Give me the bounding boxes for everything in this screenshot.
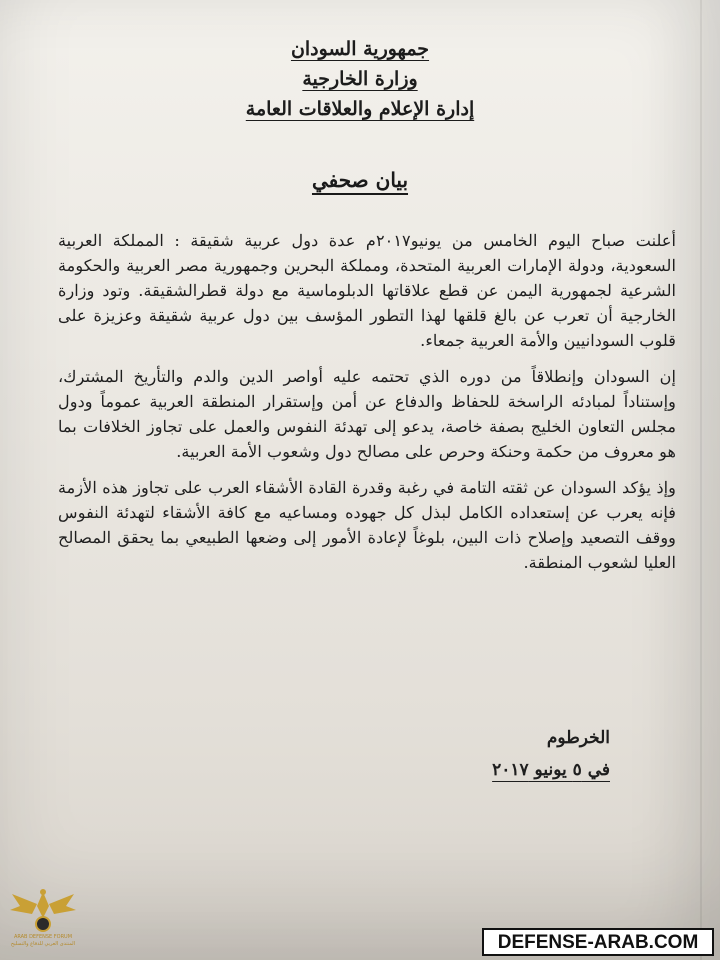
letterhead-department: إدارة الإعلام والعلاقات العامة (245, 98, 475, 120)
emblem-caption (8, 934, 78, 948)
document-body (58, 228, 676, 586)
document-title: بيان صحفي (311, 168, 409, 192)
eagle-emblem-icon (8, 884, 78, 954)
letterhead-republic: جمهورية السودان (290, 38, 430, 60)
letterhead (0, 38, 720, 128)
paragraph-2: إن السودان وإنطلاقاً من دوره الذي تحتمه عليه أواصر الدين والدم والتأريخ المشترك، وإستناداً لمبادئه الراسخة للحفاظ والدفاع عن أمن وإستقرار المنطقة العربية عموماً ودول مجلس التعاون الخليج بصفة خاصة، يدعو إلى تهدئة النفوس والعمل على تجاوز الخلافات بما هو معروف من حكمة وحنكة وحرص على مصالح دول وشعوب الأمة العربية. (58, 367, 676, 461)
letterhead-ministry: وزارة الخارجية (302, 68, 418, 90)
watermark-site-label: DEFENSE-ARAB.COM (482, 928, 714, 956)
closing-date: في ٥ يونيو ٢٠١٧ (492, 760, 610, 780)
emblem-caption-en: ARAB DEFENSE FORUM (13, 934, 73, 940)
paragraph-1: أعلنت صباح اليوم الخامس من يونيو٢٠١٧م عدة دول عربية شقيقة : المملكة العربية السعودية، ودولة الإمارات العربية المتحدة، ومملكة البحرين وجمهورية مصر العربية والحكومة الشرعية لجمهورية اليمن عن قطع علاقاتها الدبلوماسية مع دولة قطرالشقيقة. وتود وزارة الخارجية أن تعرب عن بالغ قلقها لهذا التطور المؤسف بين دول عربية شقيقة وعزيزة على قلوب السودانيين والأمة العربية جمعاء. (58, 231, 676, 350)
closing-place: الخرطوم (546, 728, 610, 748)
emblem-caption-ar: المنتدى العربي للدفاع والتسليح (10, 941, 76, 947)
paragraph-3: وإذ يؤكد السودان عن ثقته التامة في رغبة وقدرة القادة الأشقاء العرب على تجاوز هذه الأزمة فإنه يعرب عن إستعداده الكامل لبذل كل جهوده ومساعيه مع كافة الأشقاء لتهدئة النفوس ووقف التصعيد وإصلاح ذات البين، بلوغاً لإعادة الأمور إلى وضعها الطبيعي بما يحقق المصالح العليا لشعوب المنطقة. (58, 478, 676, 572)
paper-fold (700, 0, 702, 960)
closing-block (492, 728, 610, 780)
